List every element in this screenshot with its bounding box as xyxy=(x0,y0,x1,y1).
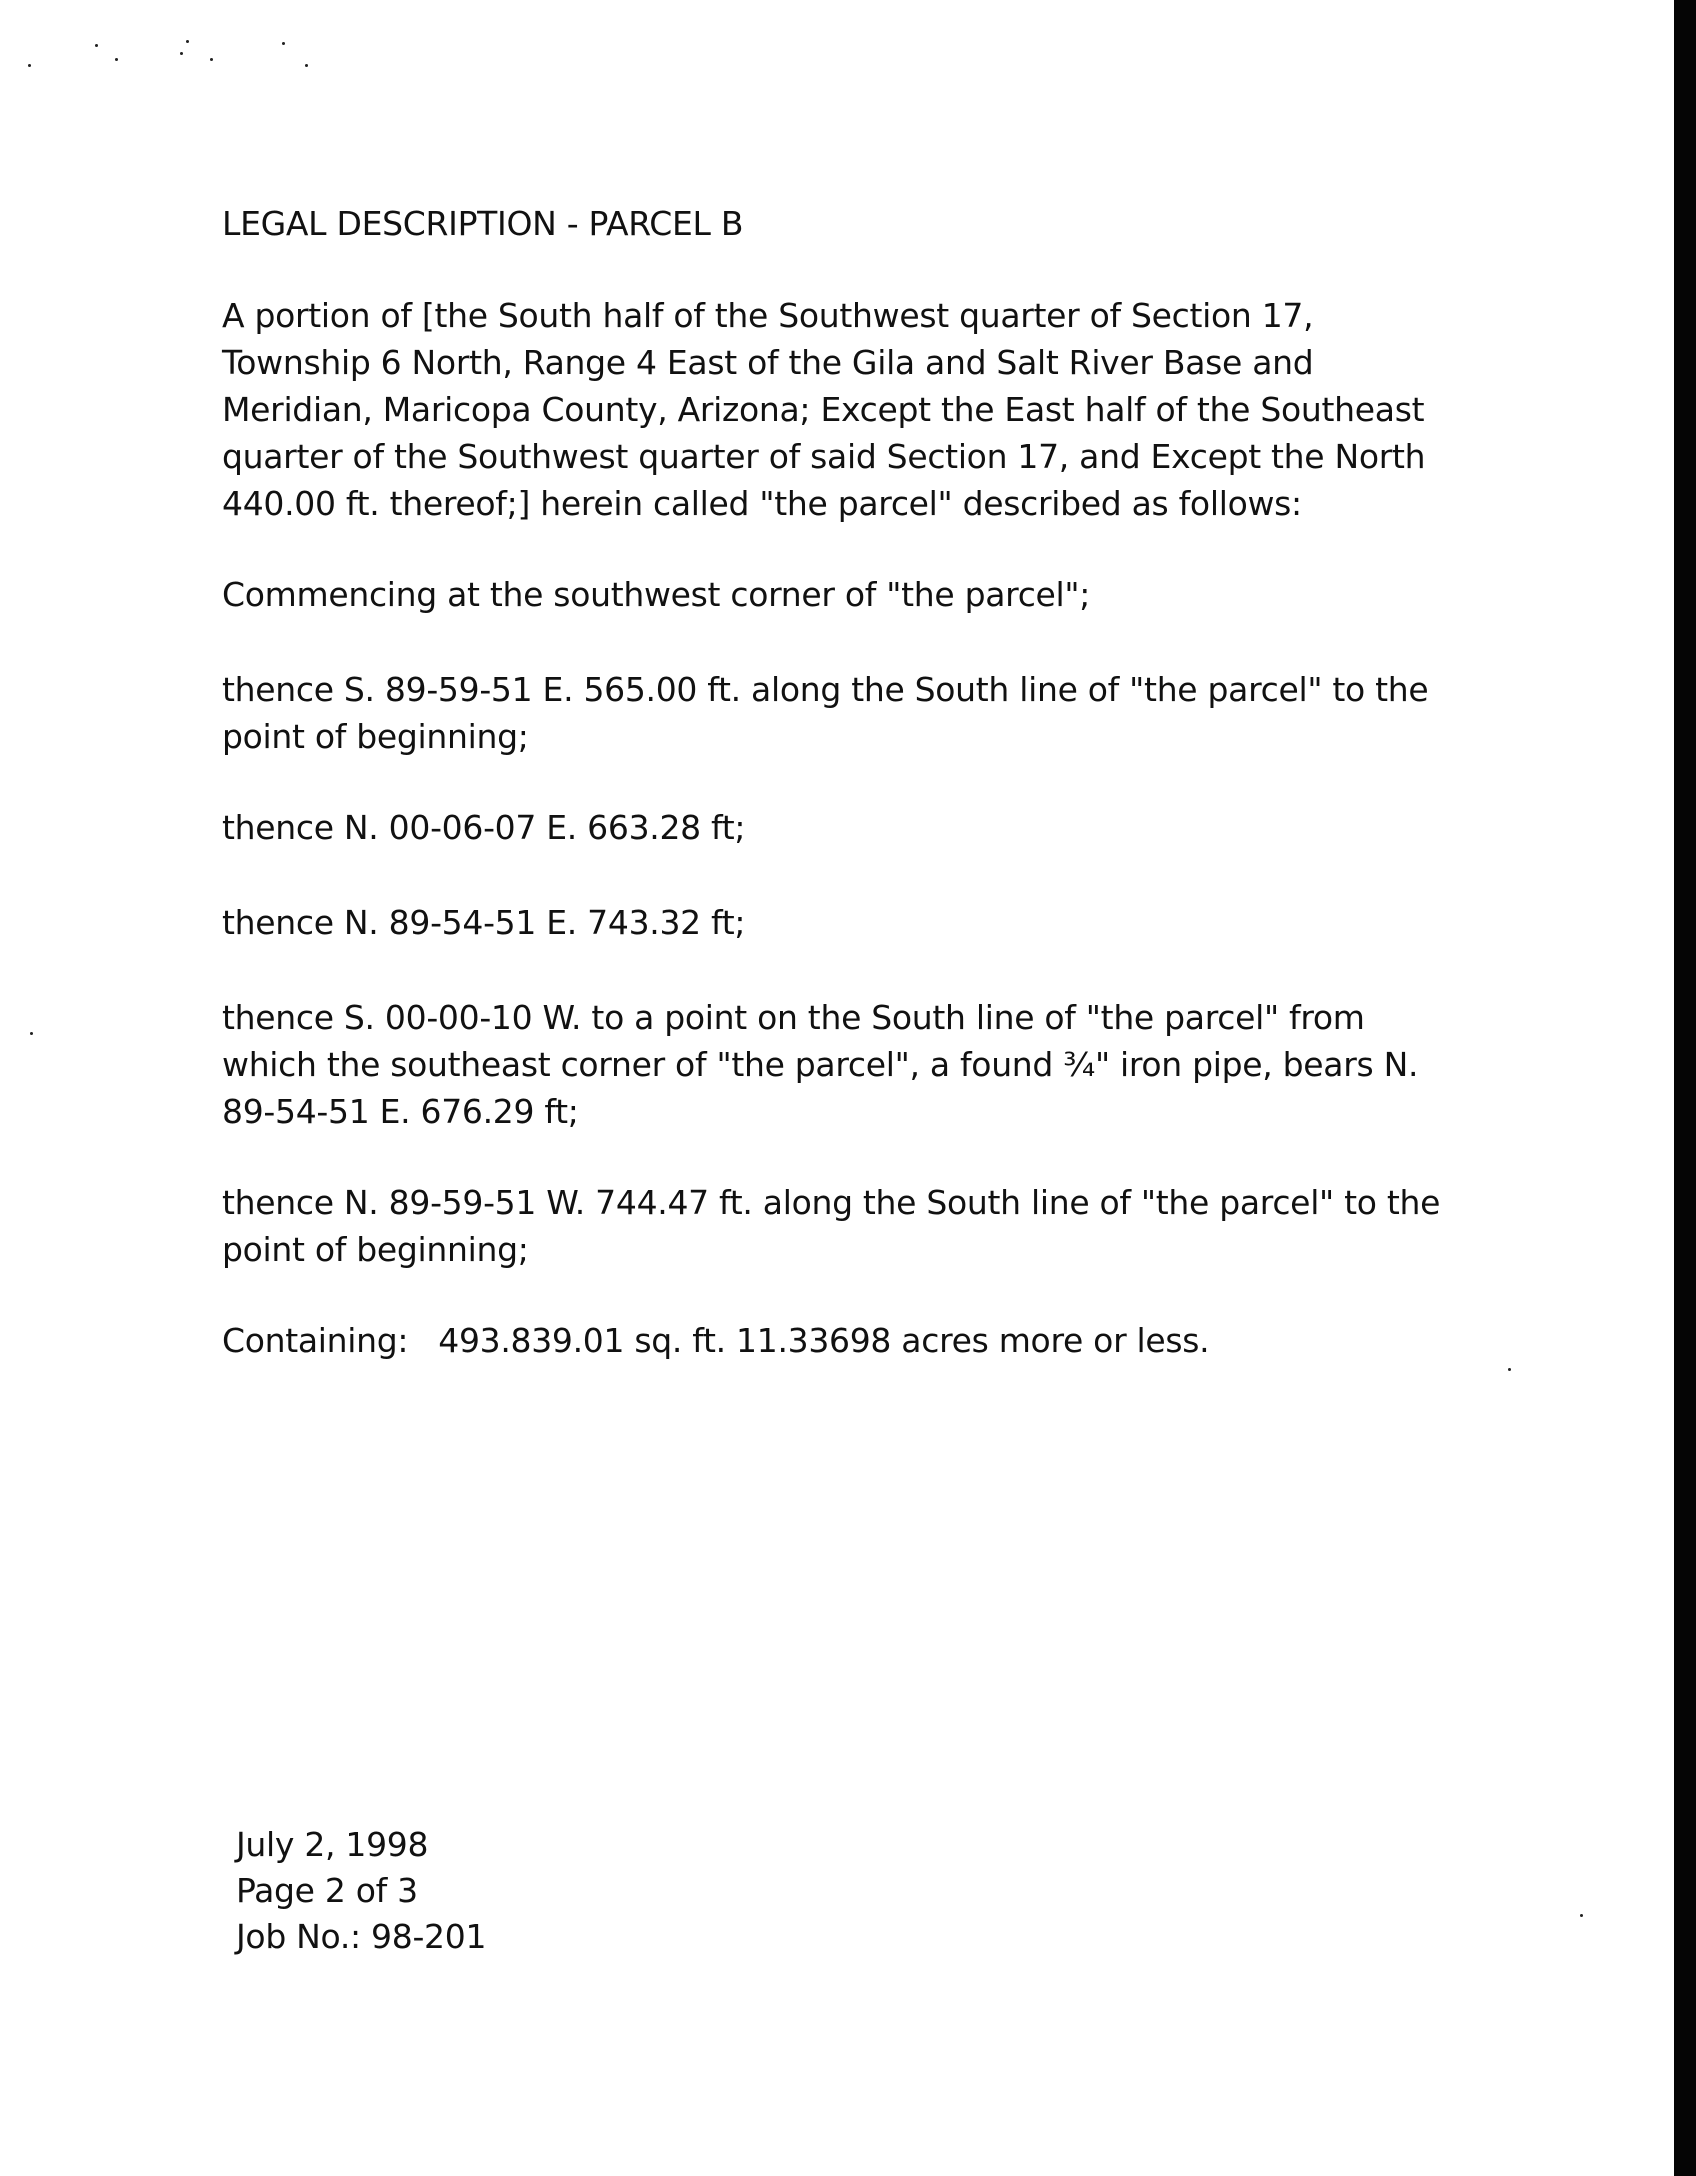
paragraph-commencing: Commencing at the southwest corner of "the parcel"; xyxy=(222,575,1091,614)
containing-label: Containing: xyxy=(222,1321,409,1360)
scan-speck xyxy=(30,1032,33,1035)
scan-speck xyxy=(95,44,98,47)
paragraph-portion: A portion of [the South half of the Southwest quarter of Section 17, Township 6 North, Range 4 East of the Gila and Salt River Base and Meridian, Maricopa County, Arizona; Except the East half of the Southeast quarter of the Southwest quarter of said Section 17, and Except the North 440.00 ft. thereof;] herein called "the parcel" described as follows: xyxy=(222,296,1426,523)
paragraph-course-5: thence N. 89-59-51 W. 744.47 ft. along the South line of "the parcel" to the point of beginning; xyxy=(222,1183,1441,1269)
scan-speck xyxy=(186,40,189,43)
paragraph-course-3: thence N. 89-54-51 E. 743.32 ft; xyxy=(222,903,746,942)
scan-edge-border xyxy=(1674,0,1696,2176)
containing-line xyxy=(222,1317,1462,1364)
scan-speck xyxy=(1508,1368,1511,1371)
paragraph-course-1: thence S. 89-59-51 E. 565.00 ft. along the South line of "the parcel" to the point of beginning; xyxy=(222,670,1429,756)
paragraph-course-2: thence N. 00-06-07 E. 663.28 ft; xyxy=(222,808,746,847)
scan-speck xyxy=(305,64,308,67)
document-title: LEGAL DESCRIPTION - PARCEL B xyxy=(222,204,744,243)
scan-speck xyxy=(282,42,285,45)
scan-speck xyxy=(180,52,183,55)
scan-speck xyxy=(1580,1914,1583,1917)
paragraph-course-4: thence S. 00-00-10 W. to a point on the South line of "the parcel" from which the southeast corner of "the parcel", a found ¾" iron pipe, bears N. 89-54-51 E. 676.29 ft; xyxy=(222,998,1419,1131)
containing-value: 493.839.01 sq. ft. 11.33698 acres more or less. xyxy=(438,1321,1210,1360)
scan-speck xyxy=(210,58,213,61)
footer-job-number: Job No.: 98-201 xyxy=(236,1917,487,1956)
document-footer xyxy=(236,1822,486,1960)
scan-speck xyxy=(115,58,118,61)
footer-page-number: Page 2 of 3 xyxy=(236,1871,418,1910)
legal-description-body xyxy=(222,200,1462,1408)
scan-speck xyxy=(28,64,31,67)
footer-date: July 2, 1998 xyxy=(236,1825,429,1864)
